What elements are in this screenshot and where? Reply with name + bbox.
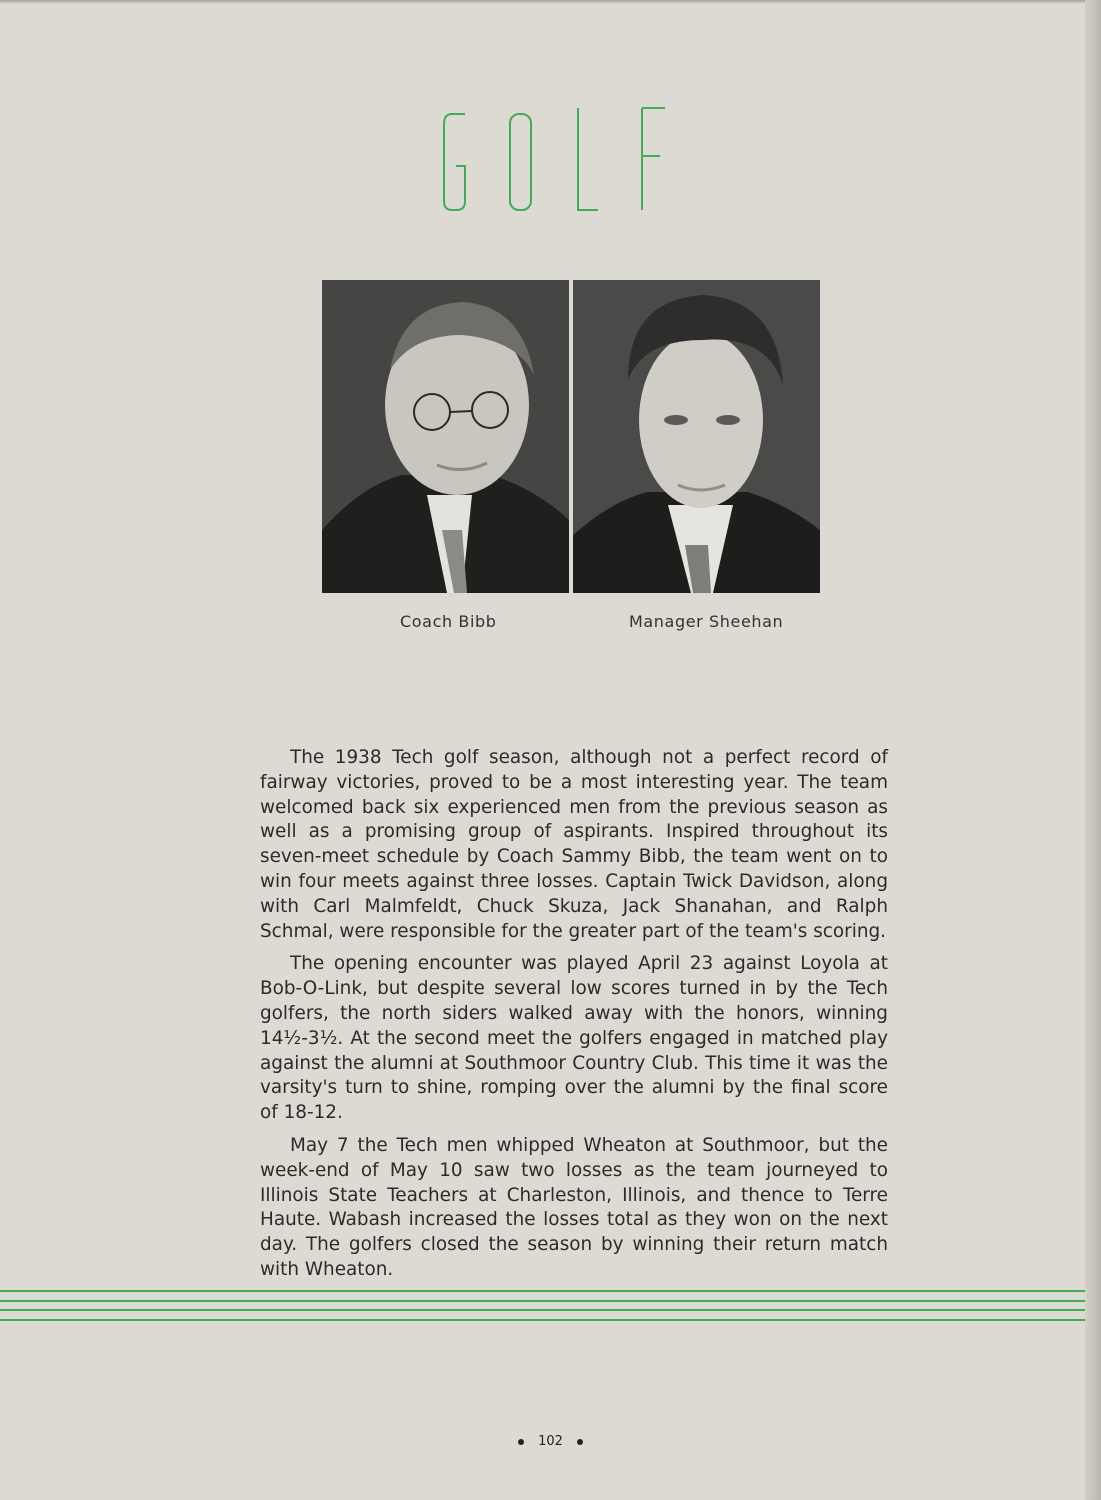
rule-line <box>0 1319 1085 1321</box>
page-footer <box>0 1434 1101 1449</box>
title-letter-f <box>642 108 665 210</box>
decorative-rules <box>0 1290 1085 1328</box>
title-letter-g <box>444 114 465 210</box>
page-number: 102 <box>538 1434 563 1449</box>
rule-line <box>0 1309 1085 1311</box>
bullet-icon <box>518 1439 524 1445</box>
portrait-coach <box>322 280 569 593</box>
rule-line <box>0 1300 1085 1302</box>
page-title <box>0 106 1101 216</box>
portrait-manager <box>573 280 820 593</box>
paragraph-2: The opening encounter was played April 23 against Loyola at Bob-O-Link, but despite several low scores turned in by the Tech golfers, the north siders walked away with the honors, winning 14½-3½. At the second meet the golfers engaged in matched play against the alumni at Southmoor Country Club. This time it was the varsity's turn to shine, romping over the alumni by the final score of 18-12. <box>260 953 888 1124</box>
page-top-edge <box>0 0 1101 4</box>
bullet-icon <box>577 1439 583 1445</box>
page-right-edge <box>1085 0 1101 1500</box>
rule-line <box>0 1290 1085 1292</box>
article-body <box>260 746 888 1291</box>
paragraph-3: May 7 the Tech men whipped Wheaton at Southmoor, but the week-end of May 10 saw two losses as the team journeyed to Illinois State Teachers at Charleston, Illinois, and thence to Terre Haute. Wabash increased the losses total as they won on the next day. The golfers closed the season by winning their return match with Wheaton. <box>260 1134 888 1280</box>
caption-manager: Manager Sheehan <box>629 612 784 631</box>
portrait-row <box>322 280 820 593</box>
title-letter-l <box>578 108 598 210</box>
caption-coach: Coach Bibb <box>400 612 497 631</box>
paragraph-1: The 1938 Tech golf season, although not a perfect record of fairway victories, proved to be a most interesting year. The team welcomed back six experienced men from the previous season as well as a promising group of aspirants. Inspired throughout its seven-meet schedule by Coach Sammy Bibb, the team went on to win four meets against three losses. Captain Twick Davidson, along with Carl Malmfeldt, Chuck Skuza, Jack Shanahan, and Ralph Schmal, were responsible for the greater part of the team's scoring. <box>260 747 888 942</box>
title-letter-o <box>510 114 531 210</box>
